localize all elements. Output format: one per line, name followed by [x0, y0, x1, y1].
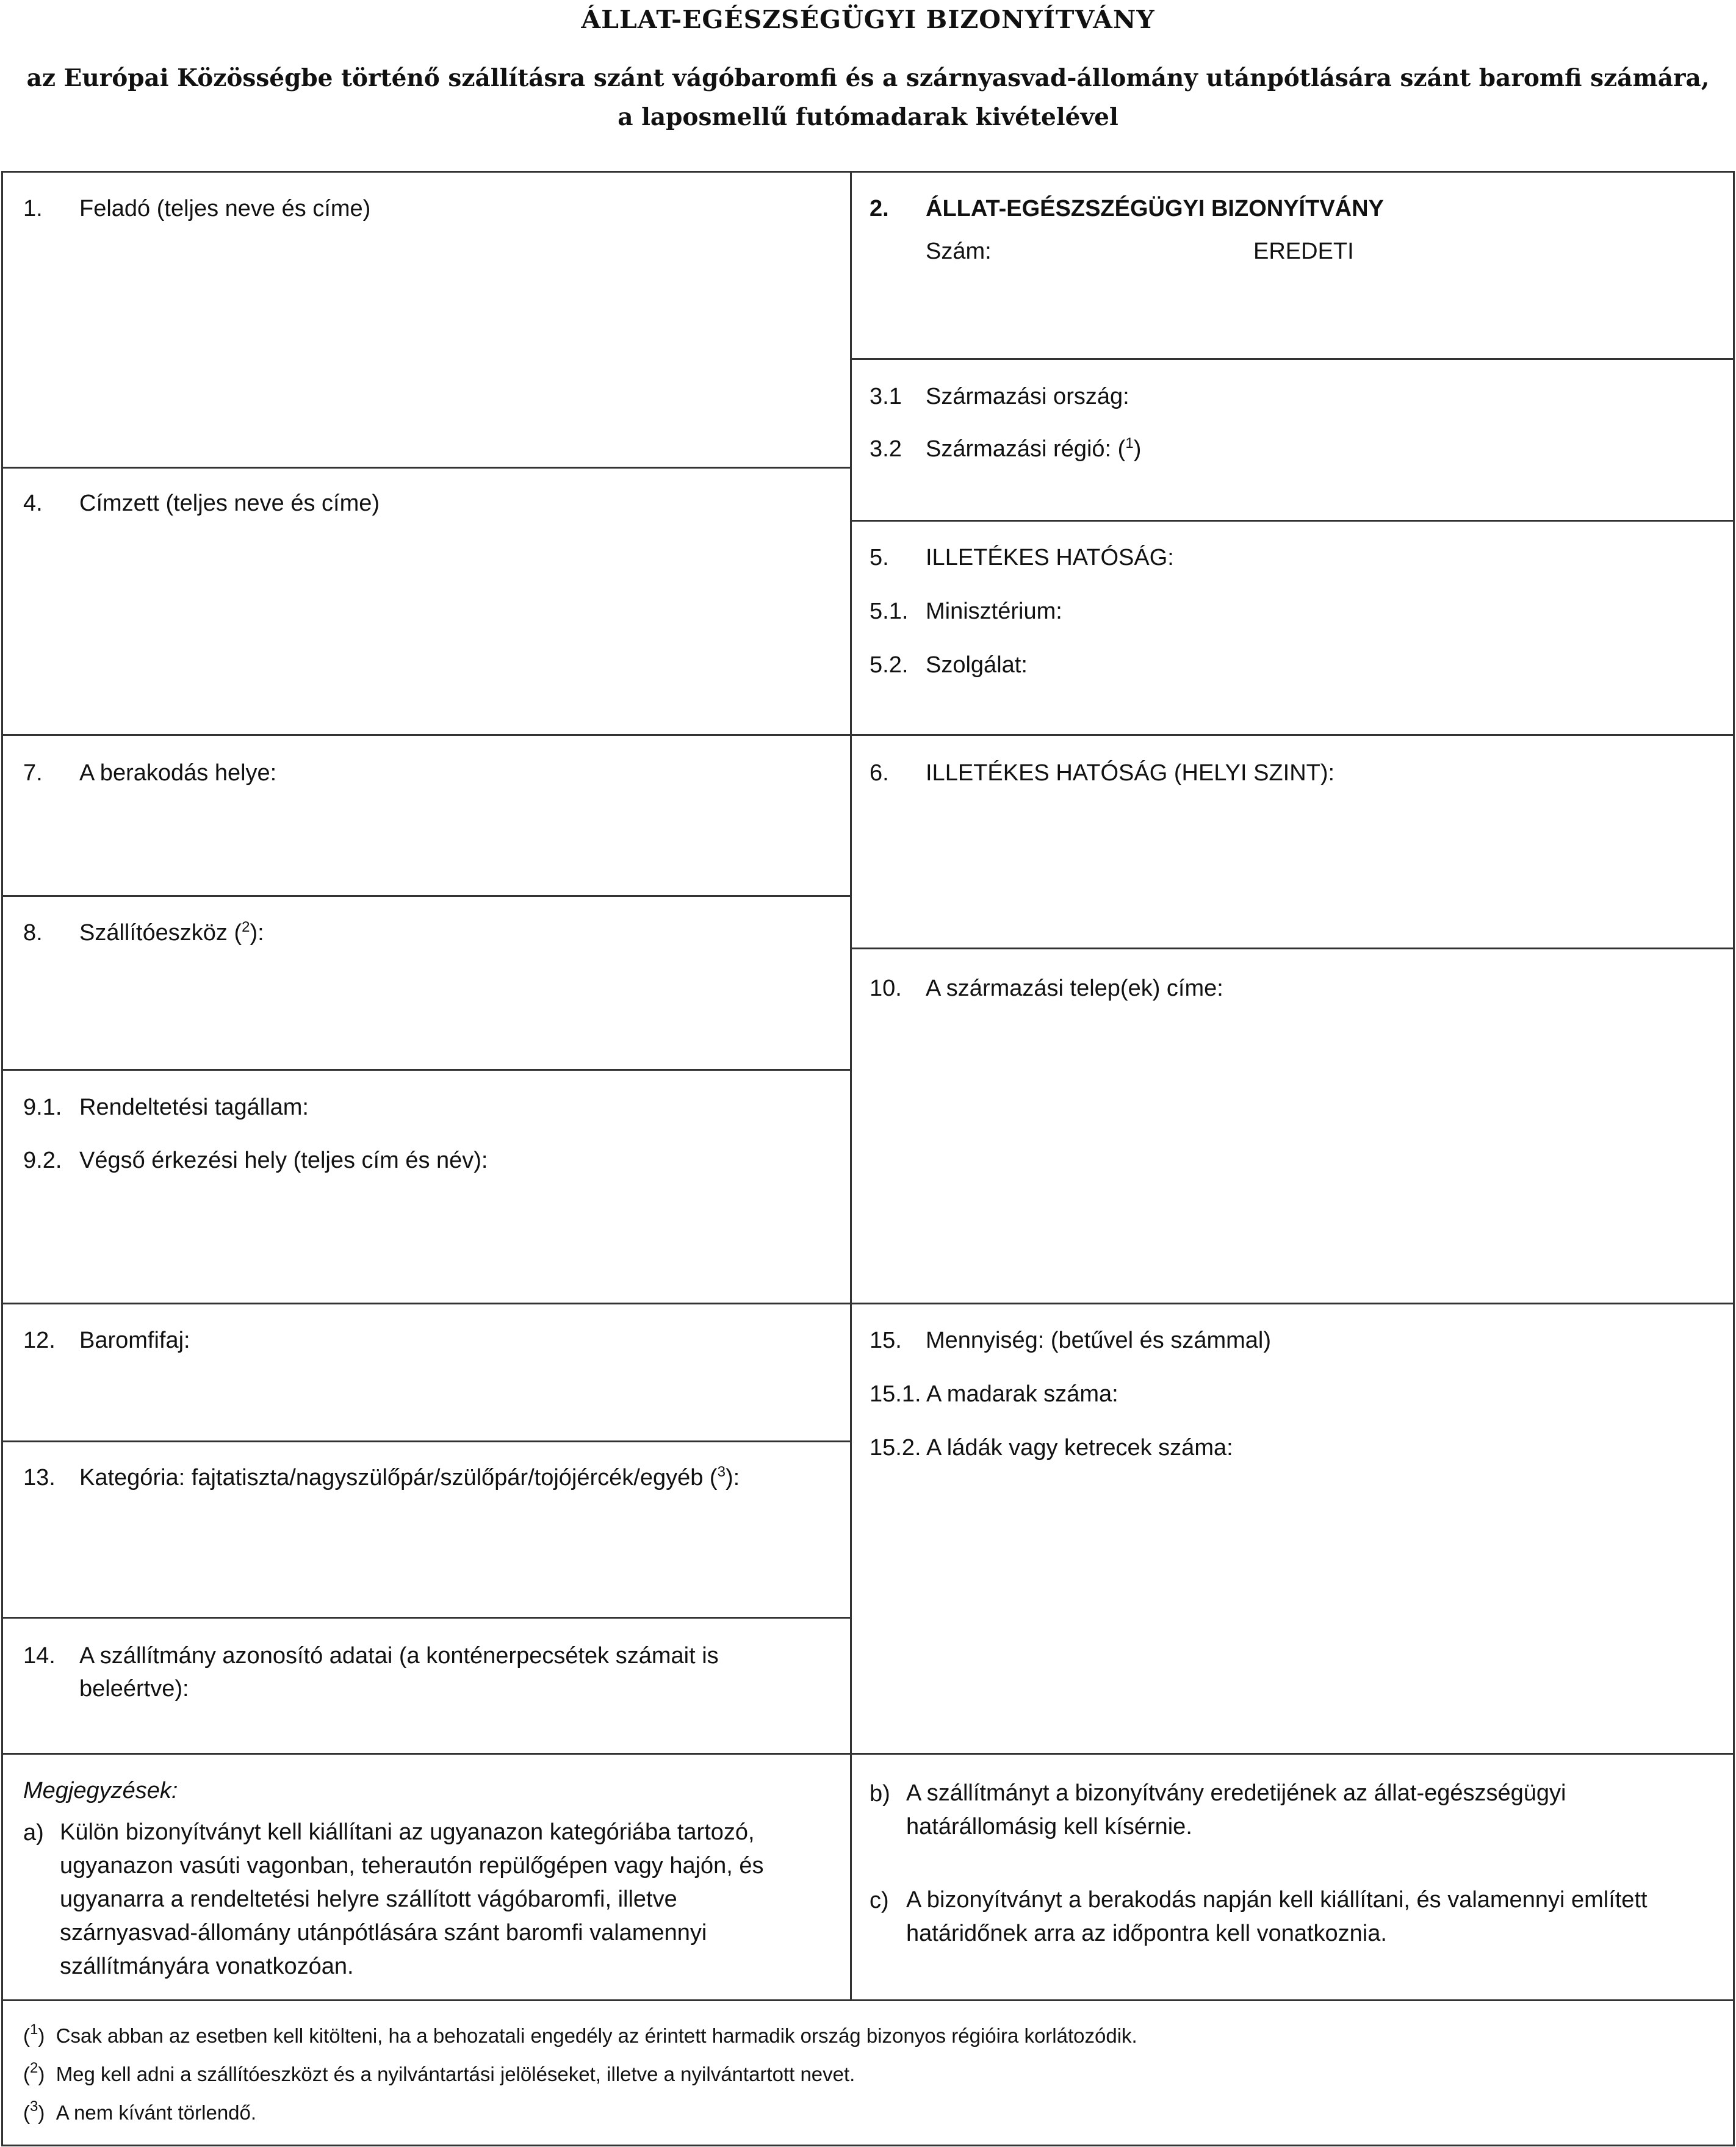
field-15-2-crate-count: 15.2. A ládák vagy ketrecek száma:	[870, 1435, 1233, 1461]
field-label: ILLETÉKES HATÓSÁG (HELYI SZINT):	[926, 760, 1335, 786]
footnote-mark: 3	[30, 2098, 38, 2115]
field-6-local-authority	[870, 760, 1334, 786]
field-number: 4.	[23, 491, 43, 516]
footnote-text: Meg kell adni a szállítóeszközt és a nyilvántartási jelöléseket, illetve a nyilvántartott nevet.	[56, 2063, 855, 2085]
field-label: ILLETÉKES HATÓSÁG:	[926, 545, 1174, 570]
field-number: 9.2.	[23, 1148, 62, 1173]
notes-heading: Megjegyzések:	[23, 1778, 178, 1804]
page-subtitle: az Európai Közösségbe történő szállításra szánt vágóbaromfi és a szárnyasvad-állomány utánpótlására szánt baromfi számára, a laposmellű futómadarak kivételével	[26, 64, 1710, 131]
field-label-line1: A szállítmány azonosító adatai (a konténerpecsétek számait is	[79, 1643, 719, 1669]
field-label: Rendeltetési tagállam:	[79, 1095, 309, 1120]
field-3-2-origin-region	[870, 436, 1141, 466]
frame-right	[1733, 171, 1735, 2146]
note-c-marker: c)	[870, 1888, 889, 1913]
field-label: Feladó (teljes neve és címe)	[79, 196, 371, 221]
field-number: 3.1	[870, 384, 902, 409]
footnote-ref: 1	[1125, 435, 1134, 451]
field-number: 5.2.	[870, 652, 909, 678]
divider-2-3	[850, 358, 1735, 360]
divider-footnotes	[1, 1999, 1735, 2001]
field-label-tail: ):	[250, 920, 264, 946]
frame-top	[1, 171, 1735, 173]
divider-7-8	[1, 895, 851, 897]
field-label: A származási telep(ek) címe:	[926, 976, 1223, 1001]
divider-1-4	[1, 467, 851, 469]
footnote-text: Csak abban az esetben kell kitölteni, ha a behozatali engedély az érintett harmadik ország bizonyos régióira korlátozódik.	[56, 2024, 1137, 2047]
field-label: Szállítóeszköz (	[79, 920, 242, 946]
footnote-mark: 2	[30, 2060, 38, 2076]
field-5-2-service	[870, 652, 1028, 678]
original-label: EREDETI	[1253, 239, 1354, 264]
column-divider	[850, 171, 852, 2001]
field-label: Származási ország:	[926, 384, 1129, 409]
field-number: 2.	[870, 196, 889, 221]
footnote-text: A nem kívánt törlendő.	[56, 2101, 257, 2124]
note-a-text: Külön bizonyítványt kell kiállítani az ugyanazon kategóriába tartozó, ugyanazon vasúti vagonban, teherautón repülőgépen vagy hajón, és ugyanarra a rendeltetési helyre szállított vágóbaromfi, illetve szárnyasvad-állomány utánpótlására szánt baromfi valamennyi szállítmányára vonatkozóan.	[60, 1819, 764, 1979]
field-number: 3.2	[870, 436, 902, 462]
divider-8-9	[1, 1069, 851, 1071]
field-10-origin-premises	[870, 975, 1223, 1002]
field-number: 15.	[870, 1328, 902, 1353]
field-14-identification-line2: beleértve):	[79, 1676, 189, 1702]
field-number: 5.1.	[870, 599, 909, 624]
field-9-1-destination-state	[23, 1094, 309, 1121]
field-number: 9.1.	[23, 1095, 62, 1120]
field-1-sender	[23, 195, 370, 222]
note-c-text: A bizonyítványt a berakodás napján kell kiállítani, és valamennyi említett határidőnek arra az időpontra kell vonatkoznia.	[906, 1887, 1648, 1946]
divider-6-10	[850, 948, 1735, 949]
field-4-consignee	[23, 490, 380, 517]
field-label: Mennyiség: (betűvel és számmal)	[926, 1328, 1271, 1353]
field-label-tail: ):	[725, 1465, 740, 1491]
field-label: Minisztérium:	[926, 599, 1062, 624]
page-title: ÁLLAT-EGÉSZSÉGÜGYI BIZONYÍTVÁNY	[581, 5, 1155, 34]
divider-12-13	[1, 1440, 851, 1442]
footnote-ref: 3	[717, 1464, 726, 1480]
divider-row-9-12	[1, 1303, 1735, 1304]
note-b-marker: b)	[870, 1781, 890, 1807]
field-label: ÁLLAT-EGÉSZSZÉGÜGYI BIZONYÍTVÁNY	[926, 196, 1384, 221]
field-7-loading-place	[23, 760, 276, 786]
divider-3-5	[850, 520, 1735, 522]
field-label-tail: )	[1133, 436, 1142, 462]
divider-notes	[1, 1753, 1735, 1755]
field-label: Származási régió: (	[926, 436, 1126, 462]
field-13-category	[23, 1464, 740, 1494]
field-14-identification	[23, 1642, 719, 1669]
footnote-3: ($^3$) A nem kívánt törlendő.	[23, 2098, 257, 2124]
field-number: 13.	[23, 1465, 56, 1491]
note-a-marker: a)	[23, 1820, 44, 1846]
field-number: 1.	[23, 196, 43, 221]
field-label: Kategória: fajtatiszta/nagyszülőpár/szülőpár/tojójércék/egyéb (	[79, 1465, 718, 1491]
footnote-ref: 2	[242, 919, 250, 935]
note-b-text: A szállítmányt a bizonyítvány eredetijének az állat-egészségügyi határállomásig kell kísérnie.	[906, 1780, 1566, 1840]
field-number: 14.	[23, 1643, 56, 1669]
field-number: 8.	[23, 920, 43, 946]
footnote-mark: 1	[30, 2021, 38, 2038]
field-15-quantity	[870, 1327, 1271, 1354]
field-number: 10.	[870, 976, 902, 1001]
field-2-certificate	[870, 195, 1384, 222]
field-5-1-ministry	[870, 598, 1062, 625]
frame-bottom	[1, 2145, 1735, 2146]
field-number: 12.	[23, 1328, 56, 1353]
field-5-competent-authority	[870, 544, 1174, 571]
field-label: Végső érkezési hely (teljes cím és név):	[79, 1148, 488, 1173]
field-3-1-origin-country	[870, 383, 1129, 410]
field-number: 6.	[870, 760, 889, 786]
divider-row-5-7	[1, 734, 1735, 736]
divider-13-14	[1, 1617, 851, 1619]
field-label: Baromfifaj:	[79, 1328, 190, 1353]
field-number: 5.	[870, 545, 889, 570]
footnote-1: ($^1$) Csak abban az esetben kell kitölteni, ha a behozatali engedély az érintett harmadik ország bizonyos régióira korlátozódik.	[23, 2021, 1137, 2047]
field-label: A berakodás helye:	[79, 760, 277, 786]
field-15-1-bird-count: 15.1. A madarak száma:	[870, 1381, 1118, 1407]
field-label: Szolgálat:	[926, 652, 1028, 678]
footnote-2: ($^2$) Meg kell adni a szállítóeszközt és a nyilvántartási jelöléseket, illetve a nyilvántartott nevet.	[23, 2060, 855, 2085]
field-12-species	[23, 1327, 190, 1354]
field-label: Címzett (teljes neve és címe)	[79, 491, 380, 516]
field-8-transport	[23, 919, 264, 949]
field-9-2-final-destination	[23, 1147, 488, 1174]
field-number: 7.	[23, 760, 43, 786]
certificate-number-label: Szám:	[926, 239, 992, 264]
